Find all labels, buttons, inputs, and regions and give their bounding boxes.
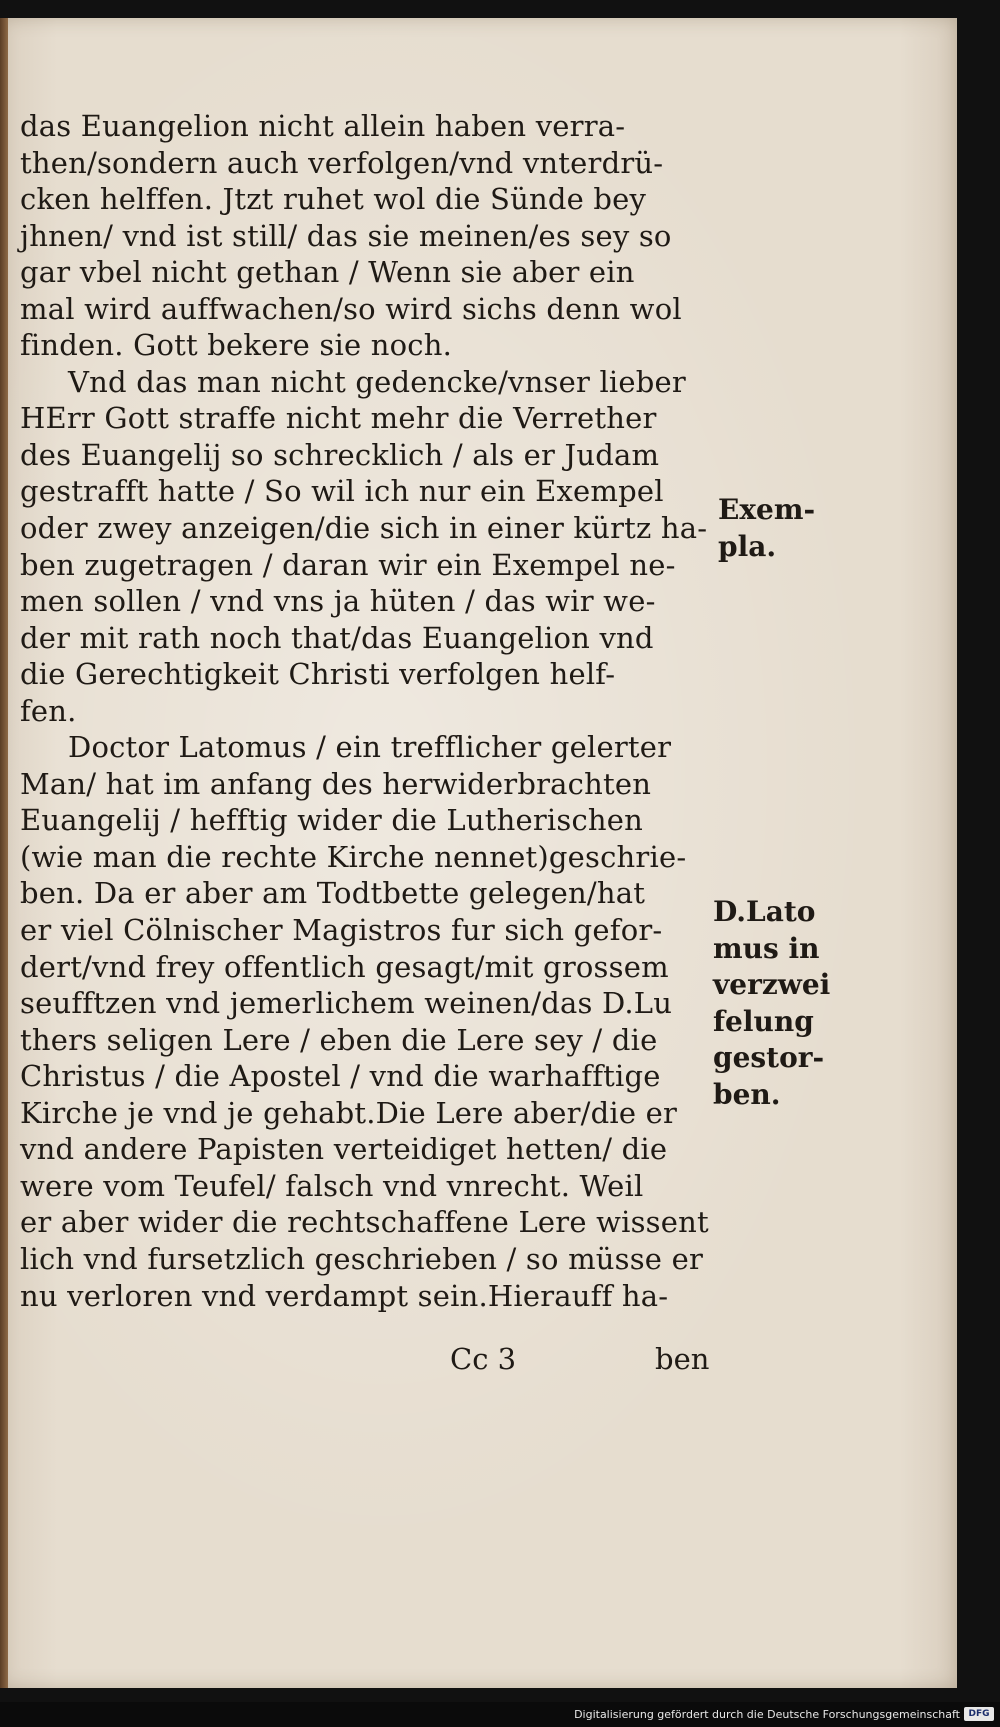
text-line: dert/vnd frey offentlich gesagt/mit grossem (20, 949, 669, 984)
text-line: Kirche je vnd je gehabt.Die Lere aber/die er (20, 1095, 678, 1130)
margin-note-line: felung (713, 1004, 814, 1038)
text-line: das Euangelion nicht allein haben verra- (20, 109, 626, 143)
text-line: seufftzen vnd jemerlichem weinen/das D.Lu (20, 986, 673, 1021)
margin-note-line: ben. (713, 1077, 781, 1111)
text-line: die Gerechtigkeit Christi verfolgen helf- (20, 657, 616, 692)
text-line: cken helffen. Jtzt ruhet wol die Sünde bey (20, 182, 647, 217)
page-binding-edge (0, 18, 8, 1688)
main-text-block (20, 108, 710, 1314)
text-line: finden. Gott bekere sie noch. (20, 328, 452, 363)
text-line: er aber wider die rechtschaffene Lere wissent (20, 1205, 709, 1240)
text-line: jhnen/ vnd ist still/ das sie meinen/es sey so (20, 218, 672, 253)
text-line: (wie man die rechte Kirche nennet)geschrie- (20, 839, 687, 874)
text-line: Christus / die Apostel / vnd die warhafftige (20, 1059, 661, 1094)
text-line: HErr Gott straffe nicht mehr die Verrether (20, 401, 657, 436)
text-line: were vom Teufel/ falsch vnd vnrecht. Weil (20, 1168, 644, 1203)
text-line: lich vnd fursetzlich geschrieben / so müsse er (20, 1241, 704, 1276)
text-line: oder zwey anzeigen/die sich in einer kürtz ha- (20, 511, 708, 546)
margin-note-line: Exem- (718, 493, 816, 526)
text-line: er viel Cölnischer Magistros fur sich gefor- (20, 913, 663, 948)
margin-note-line: D.Lato (713, 895, 816, 928)
text-line: Euangelij / hefftig wider die Lutherischen (20, 803, 644, 838)
funding-notice: Digitalisierung gefördert durch die Deutsche Forschungsgemeinschaft (574, 1708, 960, 1721)
text-line: mal wird auffwachen/so wird sichs denn wol (20, 291, 682, 326)
margin-note-latomus (713, 894, 830, 1113)
text-line: thers seligen Lere / eben die Lere sey / die (20, 1022, 658, 1057)
margin-note-line: verzwei (713, 968, 831, 1002)
text-line: gar vbel nicht gethan / Wenn sie aber ein (20, 255, 635, 290)
margin-note-line: mus in (713, 931, 820, 965)
text-line: ben zugetragen / daran wir ein Exempel ne- (20, 547, 676, 582)
text-line: men sollen / vnd vns ja hüten / das wir we- (20, 584, 656, 619)
text-line: der mit rath noch that/das Euangelion vnd (20, 620, 654, 655)
text-line: gestrafft hatte / So wil ich nur ein Exempel (20, 474, 664, 509)
dfg-logo-icon: DFG (964, 1707, 994, 1721)
text-line: fen. (20, 693, 77, 728)
margin-note-exempla (718, 492, 815, 565)
text-line: vnd andere Papisten verteidiget hetten/ die (20, 1132, 668, 1167)
footer-bar (0, 1702, 1000, 1727)
catchword: ben (655, 1342, 710, 1376)
text-line: ben. Da er aber am Todtbette gelegen/hat (20, 876, 646, 911)
text-line: nu verloren vnd verdampt sein.Hierauff ha- (20, 1278, 669, 1313)
text-line: then/sondern auch verfolgen/vnd vnterdrü- (20, 145, 664, 180)
text-line: des Euangelij so schrecklich / als er Judam (20, 437, 660, 472)
text-line: Vnd das man nicht gedencke/vnser lieber (68, 364, 686, 399)
margin-note-line: pla. (718, 529, 777, 563)
text-line: Man/ hat im anfang des herwiderbrachten (20, 766, 652, 801)
signature-mark: Cc 3 (450, 1342, 517, 1376)
text-line: Doctor Latomus / ein trefflicher gelerter (68, 730, 672, 765)
margin-note-line: gestor- (713, 1041, 825, 1075)
